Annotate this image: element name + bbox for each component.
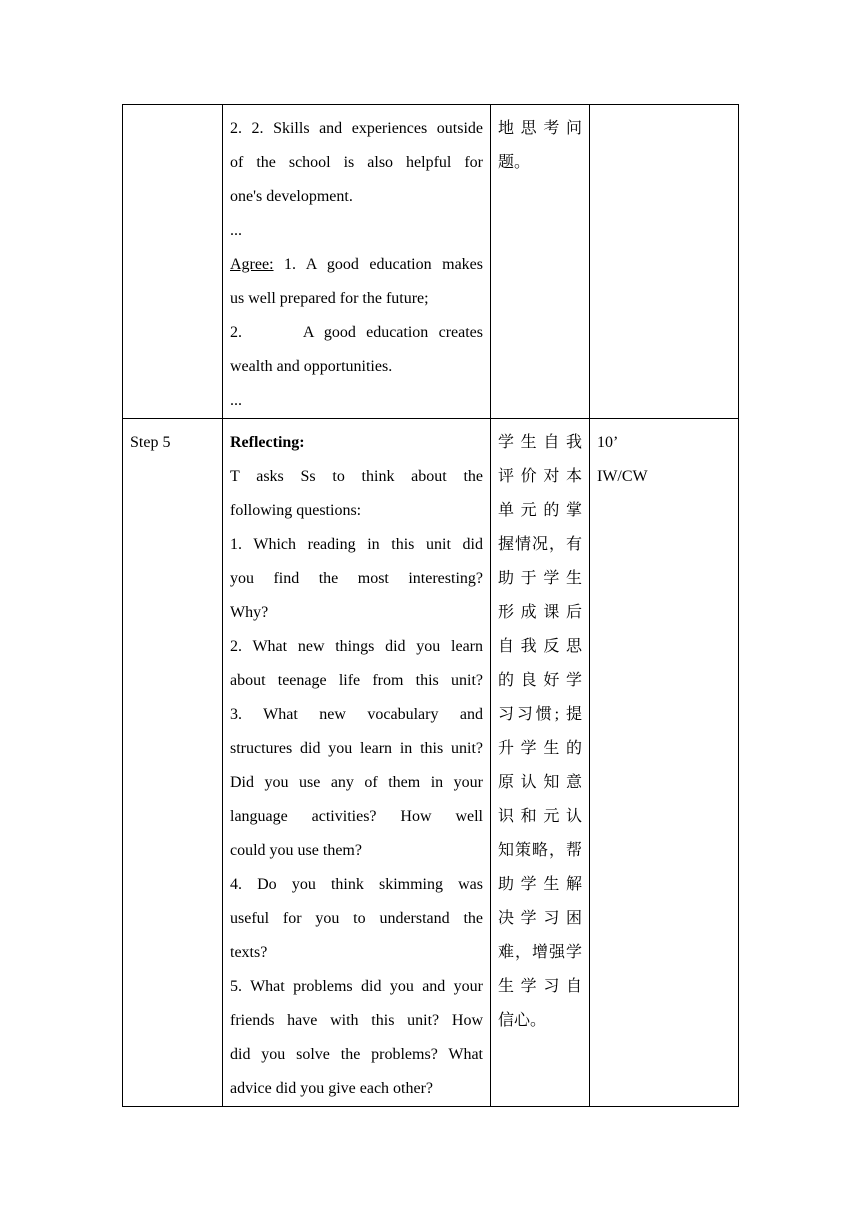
purpose-line: 助 于 学 生 xyxy=(498,570,582,587)
agree-line xyxy=(230,248,483,282)
activity-line: language activities? How well xyxy=(230,808,483,825)
purpose-cell xyxy=(491,419,590,1107)
activity-line: us well prepared for the future; xyxy=(230,290,429,307)
time-cell xyxy=(590,105,739,419)
purpose-line: 习习惯; 提 xyxy=(498,706,582,723)
activity-line: 1. Which reading in this unit did xyxy=(230,536,483,553)
step-cell xyxy=(123,105,223,419)
activity-line: T asks Ss to think about the xyxy=(230,468,483,485)
activity-line: advice did you give each other? xyxy=(230,1080,434,1097)
activity-cell xyxy=(223,105,491,419)
activity-line: 2. 2. Skills and experiences outside xyxy=(230,120,483,137)
table-row xyxy=(123,419,739,1107)
purpose-line: 学 生 自 我 xyxy=(498,434,582,451)
purpose-line: 生 学 习 自 xyxy=(498,978,582,995)
activity-line: Why? xyxy=(230,604,269,621)
time-cell xyxy=(590,419,739,1107)
activity-line: 2. What new things did you learn xyxy=(230,638,483,655)
activity-heading: Reflecting: xyxy=(230,434,305,451)
purpose-line: 升 学 生 的 xyxy=(498,740,582,757)
time-value: 10’ xyxy=(597,434,619,451)
purpose-cell xyxy=(491,105,590,419)
purpose-line: 单 元 的 掌 xyxy=(498,502,582,519)
step-cell xyxy=(123,419,223,1107)
purpose-line: 地 思 考 问 xyxy=(498,120,582,137)
activity-line: could you use them? xyxy=(230,842,362,859)
agree-text: 1. A good education makes xyxy=(273,256,483,273)
activity-line: Did you use any of them in your xyxy=(230,774,483,791)
purpose-line: 的 良 好 学 xyxy=(498,672,582,689)
activity-line: you find the most interesting? xyxy=(230,570,483,587)
purpose-line: 自 我 反 思 xyxy=(498,638,582,655)
agree-label: Agree: xyxy=(230,256,274,273)
activity-line: did you solve the problems? What xyxy=(230,1046,483,1063)
purpose-line: 评 价 对 本 xyxy=(498,468,582,485)
activity-line: 3. What new vocabulary and xyxy=(230,706,483,723)
activity-line: texts? xyxy=(230,944,268,961)
mode-value: IW/CW xyxy=(597,468,648,485)
activity-line: friends have with this unit? How xyxy=(230,1012,483,1029)
purpose-line: 难，增强学 xyxy=(498,944,582,961)
activity-line: 2. A good education creates xyxy=(230,324,483,341)
activity-cell xyxy=(223,419,491,1107)
purpose-line: 信心。 xyxy=(498,1012,547,1029)
lesson-plan-table xyxy=(122,104,739,1107)
activity-line: useful for you to understand the xyxy=(230,910,483,927)
ellipsis: ... xyxy=(230,222,242,239)
purpose-line: 形 成 课 后 xyxy=(498,604,582,621)
activity-line: structures did you learn in this unit? xyxy=(230,740,483,757)
ellipsis: ... xyxy=(230,392,242,409)
purpose-line: 原 认 知 意 xyxy=(498,774,582,791)
activity-line: one's development. xyxy=(230,188,353,205)
purpose-line: 握情况，有 xyxy=(498,536,582,553)
activity-line: of the school is also helpful for xyxy=(230,154,483,171)
activity-line: following questions: xyxy=(230,502,362,519)
purpose-line: 决 学 习 困 xyxy=(498,910,582,927)
activity-line: wealth and opportunities. xyxy=(230,358,393,375)
step-label: Step 5 xyxy=(130,434,171,451)
purpose-line: 题。 xyxy=(498,154,531,171)
activity-line: about teenage life from this unit? xyxy=(230,672,483,689)
purpose-line: 识 和 元 认 xyxy=(498,808,582,825)
table-row xyxy=(123,105,739,419)
activity-line: 5. What problems did you and your xyxy=(230,978,483,995)
purpose-line: 助 学 生 解 xyxy=(498,876,582,893)
activity-line: 4. Do you think skimming was xyxy=(230,876,483,893)
purpose-line: 知策略，帮 xyxy=(498,842,582,859)
